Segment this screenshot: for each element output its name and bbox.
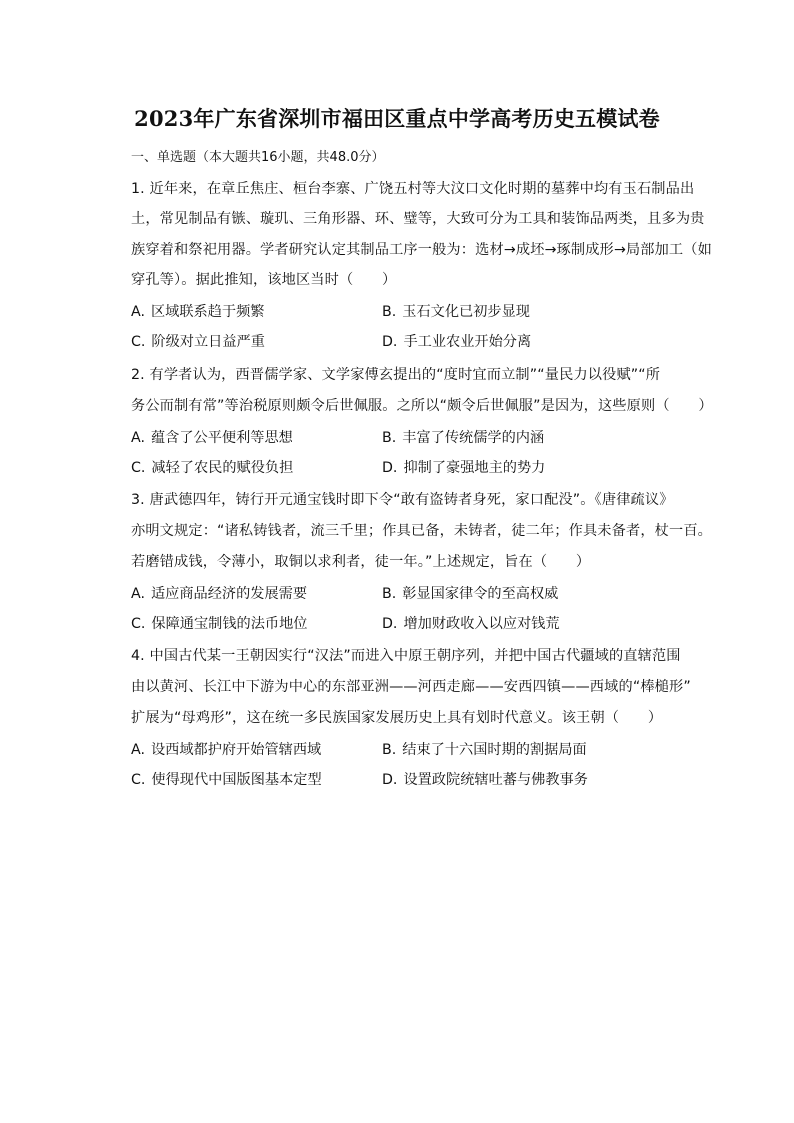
question-2-option-b[interactable] bbox=[382, 427, 544, 447]
question-3-option-c[interactable] bbox=[131, 613, 308, 633]
option-text: 适应商品经济的发展需要 bbox=[150, 586, 308, 602]
question-4-line-2: 由以黄河、长江中下游为中心的东部亚洲——河西走廊——安西四镇——西域的“棒槌形” bbox=[131, 679, 691, 695]
question-2-line-2: 务公而制有常”等治税原则颇令后世佩服。之所以“颇令后世佩服”是因为，这些原则（ ） bbox=[131, 398, 713, 414]
question-3-option-a[interactable] bbox=[131, 583, 307, 603]
question-2-option-d[interactable] bbox=[382, 457, 545, 477]
option-label: C. bbox=[131, 772, 146, 788]
question-1-line-2: 土，常见制品有镞、璇玑、三角形器、环、璧等，大致可分为工具和装饰品两类，且多为贵 bbox=[131, 211, 705, 227]
option-label: A. bbox=[131, 586, 145, 602]
option-text: 设置政院统辖吐蕃与佛教事务 bbox=[403, 772, 588, 788]
question-1-line-1: 1. 近年来，在章丘焦庄、桓台李寨、广饶五村等大汶口文化时期的墓葬中均有玉石制品出 bbox=[131, 181, 695, 197]
question-3-line-3: 若磨错成钱，令薄小，取铜以求利者，徒一年。”上述规定，旨在（ ） bbox=[131, 554, 591, 570]
option-label: C. bbox=[131, 460, 146, 476]
option-text: 增加财政收入以应对钱荒 bbox=[403, 616, 560, 632]
option-label: B. bbox=[382, 742, 397, 758]
question-1-option-c[interactable] bbox=[131, 331, 265, 351]
option-text: 彰显国家律令的至高权威 bbox=[402, 586, 559, 602]
question-1-line-4: 穿孔等）。据此推知，该地区当时（ ） bbox=[131, 272, 397, 288]
option-text: 抑制了豪强地主的势力 bbox=[403, 460, 546, 476]
option-text: 设西域都护府开始管辖西域 bbox=[150, 742, 322, 758]
option-label: D. bbox=[382, 334, 398, 350]
question-4-option-d[interactable] bbox=[382, 769, 588, 789]
option-text: 手工业农业开始分离 bbox=[403, 334, 532, 350]
option-label: A. bbox=[131, 430, 145, 446]
option-label: A. bbox=[131, 304, 145, 320]
question-4-line-3: 扩展为“母鸡形”，这在统一多民族国家发展历史上具有划时代意义。该王朝（ ） bbox=[131, 710, 663, 726]
section-heading: 一、单选题（本大题共16小题，共48.0分） bbox=[131, 150, 385, 165]
question-3-line-2: 亦明文规定：“诸私铸钱者，流三千里；作具已备，未铸者，徒二年；作具未备者，杖一百。 bbox=[131, 523, 713, 539]
question-2-option-c[interactable] bbox=[131, 457, 293, 477]
option-text: 结束了十六国时期的割据局面 bbox=[402, 742, 587, 758]
option-label: B. bbox=[382, 430, 397, 446]
question-4-option-c[interactable] bbox=[131, 769, 322, 789]
option-label: A. bbox=[131, 742, 145, 758]
option-text: 减轻了农民的赋役负担 bbox=[151, 460, 294, 476]
question-2-line-1: 2. 有学者认为，西晋儒学家、文学家傅玄提出的“度时宜而立制”“量民力以役赋”“所 bbox=[131, 367, 661, 383]
option-label: D. bbox=[382, 772, 398, 788]
option-label: B. bbox=[382, 304, 397, 320]
option-text: 保障通宝制钱的法币地位 bbox=[151, 616, 308, 632]
option-text: 使得现代中国版图基本定型 bbox=[151, 772, 322, 788]
question-2-option-a[interactable] bbox=[131, 427, 293, 447]
option-label: B. bbox=[382, 586, 397, 602]
option-label: C. bbox=[131, 334, 146, 350]
question-1-option-a[interactable] bbox=[131, 301, 264, 321]
option-text: 丰富了传统儒学的内涵 bbox=[402, 430, 545, 446]
option-text: 区域联系趋于频繁 bbox=[150, 304, 265, 320]
question-4-option-a[interactable] bbox=[131, 739, 321, 759]
question-1-line-3: 族穿着和祭祀用器。学者研究认定其制品工序一般为：选材→成坯→琢制成形→局部加工（如 bbox=[131, 242, 712, 258]
question-3-option-d[interactable] bbox=[382, 613, 560, 633]
exam-title: 2023年广东省深圳市福田区重点中学高考历史五模试卷 bbox=[134, 106, 660, 131]
option-text: 阶级对立日益严重 bbox=[151, 334, 265, 350]
option-label: D. bbox=[382, 460, 398, 476]
option-label: D. bbox=[382, 616, 398, 632]
option-text: 玉石文化已初步显现 bbox=[402, 304, 530, 320]
question-1-option-d[interactable] bbox=[382, 331, 531, 351]
question-1-option-b[interactable] bbox=[382, 301, 530, 321]
option-label: C. bbox=[131, 616, 146, 632]
question-4-line-1: 4. 中国古代某一王朝因实行“汉法”而进入中原王朝序列，并把中国古代疆域的直辖范围 bbox=[131, 648, 681, 664]
question-4-option-b[interactable] bbox=[382, 739, 587, 759]
option-text: 蕴含了公平便利等思想 bbox=[150, 430, 293, 446]
question-3-line-1: 3. 唐武德四年，铸行开元通宝钱时即下令“敢有盗铸者身死，家口配没”。《唐律疏议》 bbox=[131, 492, 674, 508]
question-3-option-b[interactable] bbox=[382, 583, 558, 603]
